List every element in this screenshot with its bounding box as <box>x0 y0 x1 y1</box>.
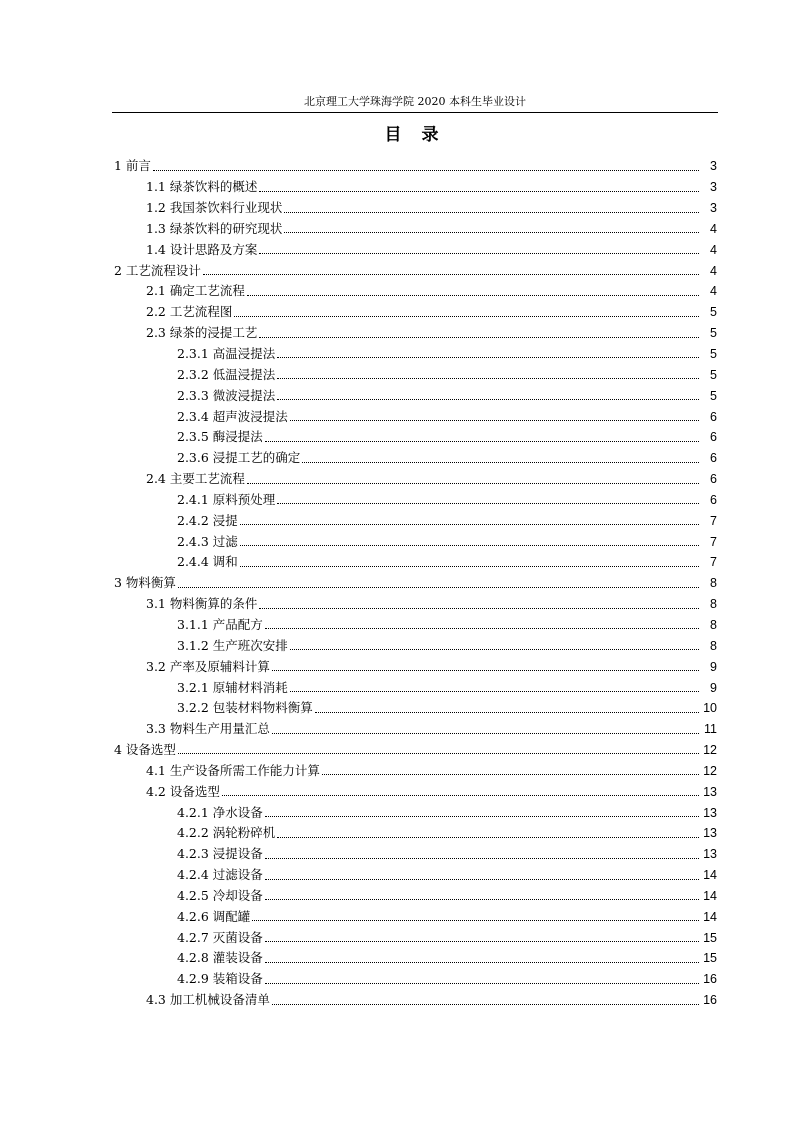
toc-entry[interactable] <box>0 281 793 302</box>
dot-leader <box>272 1004 699 1005</box>
toc-entry-page-number: 12 <box>703 763 717 778</box>
toc-entry-label: 1 前言 <box>114 158 151 174</box>
dot-leader <box>153 170 699 171</box>
toc-entry-label: 4 设备选型 <box>114 742 176 758</box>
dot-leader <box>247 295 699 296</box>
toc-entry-label: 3.1 物料衡算的条件 <box>146 596 258 612</box>
toc-entry-page-number: 7 <box>710 513 717 528</box>
dot-leader <box>265 941 699 942</box>
toc-entry[interactable] <box>0 969 793 990</box>
toc-entry[interactable] <box>0 698 793 719</box>
dot-leader <box>265 441 699 442</box>
toc-entry-page-number: 8 <box>710 617 717 632</box>
toc-entry-page-number: 8 <box>710 576 717 591</box>
toc-entry[interactable] <box>0 239 793 260</box>
toc-entry[interactable] <box>0 552 793 573</box>
dot-leader <box>290 649 699 650</box>
toc-entry[interactable] <box>0 490 793 511</box>
toc-entry-page-number: 16 <box>703 972 717 987</box>
dot-leader <box>265 816 699 817</box>
dot-leader <box>302 462 699 463</box>
toc-entry-page-number: 6 <box>710 430 717 445</box>
toc-entry[interactable] <box>0 886 793 907</box>
toc-entry[interactable] <box>0 948 793 969</box>
toc-entry-label: 1.1 绿茶饮料的概述 <box>146 179 258 195</box>
toc-entry-label: 4.2 设备选型 <box>146 783 220 799</box>
toc-entry[interactable] <box>0 906 793 927</box>
toc-entry-page-number: 15 <box>703 930 717 945</box>
dot-leader <box>284 212 699 213</box>
toc-entry-page-number: 13 <box>703 805 717 820</box>
dot-leader <box>272 733 699 734</box>
toc-entry[interactable] <box>0 219 793 240</box>
dot-leader <box>247 483 699 484</box>
toc-entry[interactable] <box>0 573 793 594</box>
toc-entry-page-number: 14 <box>703 909 717 924</box>
toc-entry[interactable] <box>0 448 793 469</box>
dot-leader <box>259 337 699 338</box>
table-of-contents <box>0 156 793 1011</box>
toc-entry-page-number: 6 <box>710 451 717 466</box>
toc-entry-label: 4.1 生产设备所需工作能力计算 <box>146 762 320 778</box>
toc-entry-label: 3.2.2 包装材料物料衡算 <box>177 700 313 716</box>
toc-entry-page-number: 6 <box>710 409 717 424</box>
toc-entry-label: 2.2 工艺流程图 <box>146 304 233 320</box>
toc-entry-label: 4.3 加工机械设备清单 <box>146 992 270 1008</box>
toc-entry-page-number: 5 <box>710 305 717 320</box>
toc-entry[interactable] <box>0 177 793 198</box>
toc-entry[interactable] <box>0 781 793 802</box>
toc-entry[interactable] <box>0 427 793 448</box>
toc-entry-label: 4.2.3 浸提设备 <box>177 846 263 862</box>
toc-title: 目 录 <box>384 125 446 145</box>
dot-leader <box>240 524 699 525</box>
toc-entry-page-number: 6 <box>710 492 717 507</box>
toc-entry-page-number: 5 <box>710 367 717 382</box>
toc-entry[interactable] <box>0 740 793 761</box>
toc-entry[interactable] <box>0 635 793 656</box>
toc-entry[interactable] <box>0 344 793 365</box>
toc-entry-page-number: 6 <box>710 472 717 487</box>
dot-leader <box>259 253 699 254</box>
toc-entry-page-number: 8 <box>710 597 717 612</box>
dot-leader <box>277 399 699 400</box>
toc-entry[interactable] <box>0 385 793 406</box>
toc-entry[interactable] <box>0 260 793 281</box>
toc-entry[interactable] <box>0 531 793 552</box>
dot-leader <box>252 920 699 921</box>
toc-entry-label: 3.1.1 产品配方 <box>177 616 263 632</box>
toc-entry-page-number: 12 <box>703 743 717 758</box>
toc-entry[interactable] <box>0 990 793 1011</box>
toc-entry-label: 1.4 设计思路及方案 <box>146 241 258 257</box>
toc-entry[interactable] <box>0 302 793 323</box>
toc-entry-page-number: 4 <box>710 242 717 257</box>
dot-leader <box>277 378 699 379</box>
toc-entry-label: 2.4.4 调和 <box>177 554 238 570</box>
toc-entry[interactable] <box>0 719 793 740</box>
toc-entry-page-number: 13 <box>703 847 717 862</box>
dot-leader <box>290 691 699 692</box>
toc-entry-label: 3.2 产率及原辅料计算 <box>146 658 270 674</box>
toc-entry[interactable] <box>0 927 793 948</box>
toc-entry[interactable] <box>0 677 793 698</box>
toc-entry[interactable] <box>0 823 793 844</box>
dot-leader <box>290 420 699 421</box>
toc-entry-page-number: 11 <box>704 722 717 737</box>
dot-leader <box>265 983 699 984</box>
toc-entry-page-number: 14 <box>703 868 717 883</box>
toc-entry-page-number: 16 <box>703 993 717 1008</box>
toc-entry-label: 2.3.5 酶浸提法 <box>177 429 263 445</box>
toc-entry-label: 4.2.7 灭菌设备 <box>177 929 263 945</box>
toc-entry-label: 4.2.5 冷却设备 <box>177 887 263 903</box>
dot-leader <box>222 795 699 796</box>
toc-entry-label: 4.2.1 净水设备 <box>177 804 263 820</box>
toc-entry[interactable] <box>0 844 793 865</box>
toc-entry-label: 4.2.4 过滤设备 <box>177 867 263 883</box>
toc-entry-label: 2.3.2 低温浸提法 <box>177 366 276 382</box>
toc-entry-page-number: 9 <box>710 659 717 674</box>
toc-entry-page-number: 13 <box>703 784 717 799</box>
dot-leader <box>315 712 699 713</box>
dot-leader <box>265 899 699 900</box>
dot-leader <box>277 357 699 358</box>
dot-leader <box>284 232 699 233</box>
toc-entry-label: 3 物料衡算 <box>114 575 176 591</box>
toc-entry-label: 2.3.4 超声波浸提法 <box>177 408 288 424</box>
toc-entry[interactable] <box>0 156 793 177</box>
toc-entry-page-number: 8 <box>710 638 717 653</box>
toc-entry-label: 2 工艺流程设计 <box>114 262 201 278</box>
toc-entry-page-number: 4 <box>710 284 717 299</box>
dot-leader <box>178 753 699 754</box>
toc-entry-label: 1.2 我国茶饮料行业现状 <box>146 200 283 216</box>
toc-entry-label: 2.3 绿茶的浸提工艺 <box>146 325 258 341</box>
toc-entry-page-number: 5 <box>710 326 717 341</box>
toc-entry[interactable] <box>0 510 793 531</box>
page-header: 北京理工大学珠海学院 2020 本科生毕业设计 <box>304 95 526 108</box>
toc-entry[interactable] <box>0 406 793 427</box>
toc-entry[interactable] <box>0 594 793 615</box>
toc-entry-page-number: 4 <box>710 263 717 278</box>
toc-entry-label: 4.2.2 涡轮粉碎机 <box>177 825 276 841</box>
dot-leader <box>234 316 699 317</box>
toc-entry-page-number: 10 <box>703 701 717 716</box>
toc-entry-label: 2.4 主要工艺流程 <box>146 471 245 487</box>
dot-leader <box>265 858 699 859</box>
toc-entry-label: 2.3.1 高温浸提法 <box>177 346 276 362</box>
toc-entry-page-number: 5 <box>710 347 717 362</box>
dot-leader <box>178 587 699 588</box>
toc-entry[interactable] <box>0 469 793 490</box>
toc-entry[interactable] <box>0 760 793 781</box>
toc-entry-page-number: 5 <box>710 388 717 403</box>
toc-entry[interactable] <box>0 656 793 677</box>
toc-entry-page-number: 14 <box>703 888 717 903</box>
toc-entry-label: 1.3 绿茶饮料的研究现状 <box>146 220 283 236</box>
toc-entry-page-number: 3 <box>710 201 717 216</box>
dot-leader <box>277 503 699 504</box>
toc-entry-page-number: 3 <box>710 159 717 174</box>
toc-entry-label: 2.3.6 浸提工艺的确定 <box>177 450 301 466</box>
dot-leader <box>259 191 699 192</box>
toc-entry-label: 3.3 物料生产用量汇总 <box>146 721 270 737</box>
toc-entry[interactable] <box>0 364 793 385</box>
dot-leader <box>272 670 699 671</box>
dot-leader <box>240 566 699 567</box>
toc-entry-label: 3.2.1 原辅材料消耗 <box>177 679 288 695</box>
toc-entry[interactable] <box>0 615 793 636</box>
toc-entry-page-number: 9 <box>710 680 717 695</box>
toc-entry-label: 4.2.9 装箱设备 <box>177 971 263 987</box>
dot-leader <box>322 774 699 775</box>
toc-entry-page-number: 15 <box>703 951 717 966</box>
toc-entry[interactable] <box>0 865 793 886</box>
toc-entry-label: 2.4.2 浸提 <box>177 512 238 528</box>
dot-leader <box>265 879 699 880</box>
toc-entry-page-number: 4 <box>710 221 717 236</box>
toc-entry[interactable] <box>0 323 793 344</box>
dot-leader <box>277 837 699 838</box>
toc-entry-page-number: 3 <box>710 180 717 195</box>
dot-leader <box>265 628 699 629</box>
toc-entry-label: 2.4.1 原料预处理 <box>177 491 276 507</box>
toc-entry-label: 4.2.6 调配罐 <box>177 908 251 924</box>
dot-leader <box>240 545 699 546</box>
dot-leader <box>259 608 699 609</box>
toc-entry-page-number: 13 <box>703 826 717 841</box>
toc-entry[interactable] <box>0 802 793 823</box>
toc-entry-label: 3.1.2 生产班次安排 <box>177 637 288 653</box>
toc-entry-page-number: 7 <box>710 555 717 570</box>
toc-entry-label: 2.4.3 过滤 <box>177 533 238 549</box>
toc-entry-label: 4.2.8 灌装设备 <box>177 950 263 966</box>
toc-entry-label: 2.1 确定工艺流程 <box>146 283 245 299</box>
dot-leader <box>265 962 699 963</box>
toc-entry[interactable] <box>0 198 793 219</box>
dot-leader <box>203 274 699 275</box>
header-rule <box>112 112 718 113</box>
toc-entry-page-number: 7 <box>710 534 717 549</box>
toc-entry-label: 2.3.3 微波浸提法 <box>177 387 276 403</box>
